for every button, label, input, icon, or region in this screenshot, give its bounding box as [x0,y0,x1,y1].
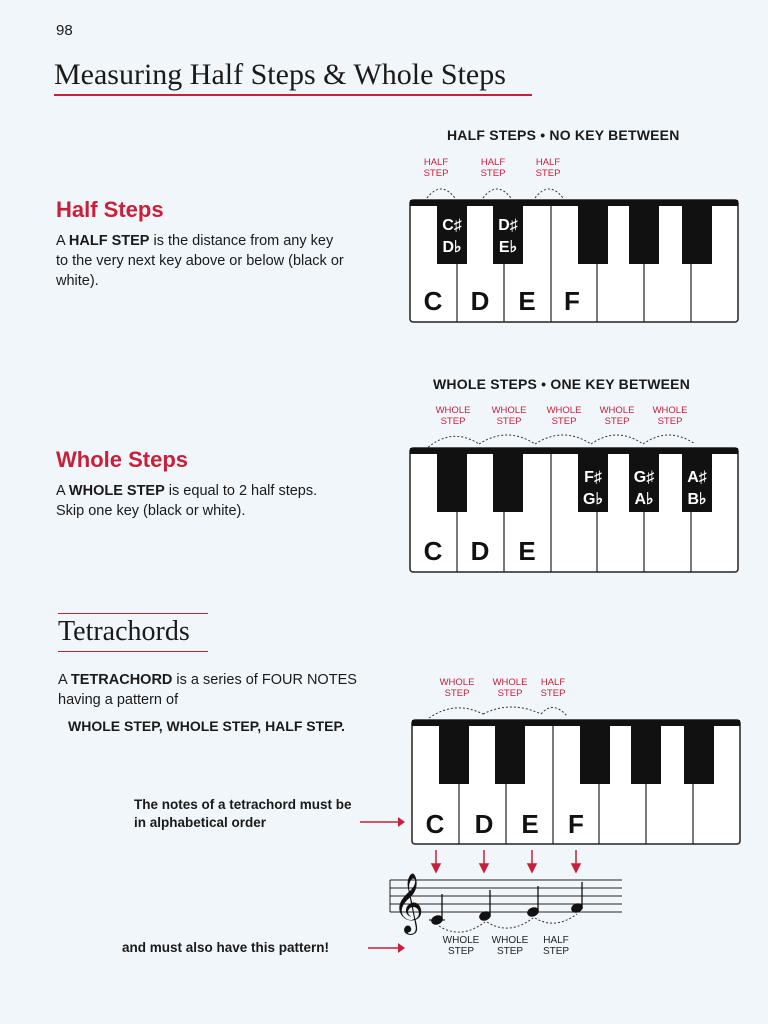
staff-arc-3 [535,914,577,923]
black-key-d-sharp [495,720,525,784]
half-steps-heading: Half Steps [56,197,164,222]
whole-step-arc-4 [591,435,643,444]
whole-step-arc-2 [479,435,535,444]
half-step-label-1: HALF STEP [423,157,449,179]
tetrachords-title: Tetrachords [58,616,190,647]
black-key-a-sharp [682,200,712,264]
white-key-letter: D [474,809,494,839]
whole-steps-caption: WHOLE STEPS • ONE KEY BETWEEN [433,376,691,392]
whole-step-label-2: WHOLE STEP [491,405,527,427]
black-key-label: C♯ [442,217,462,234]
half-steps-definition: A HALF STEP is the distance from any key to the very next key above or below (black or white). [56,233,344,289]
half-step-label-3: HALF STEP [535,157,561,179]
black-key-g-sharp [631,720,661,784]
tetrachord-definition: A TETRACHORD is a series of FOUR NOTES having a pattern of [58,672,357,708]
white-key-letter: D [470,286,490,316]
half-steps-keyboard [405,176,745,328]
black-key-c-sharp [439,720,469,784]
white-key-letter: E [521,809,539,839]
black-key-a-sharp [684,720,714,784]
black-key-label: D♯ [498,217,518,234]
whole-steps-keyboard [405,424,745,576]
black-key-label: F♯ [584,469,602,486]
whole-step-arc-3 [535,435,591,444]
white-key-letter: F [568,809,584,839]
half-step-arc-1 [427,189,455,198]
half-step-label-2: HALF STEP [480,157,506,179]
tetra-arc-2 [483,707,541,714]
white-key-letter: E [518,536,536,566]
black-key-g-sharp [629,200,659,264]
white-key-letter: C [423,286,443,316]
page-title: Measuring Half Steps & Whole Steps [54,58,506,91]
right-arrow-icon [366,940,406,956]
white-key-letter: C [425,809,445,839]
whole-step-label-4: WHOLE STEP [599,405,635,427]
treble-clef-icon: 𝄞 [393,874,424,932]
white-key-letter: C [423,536,443,566]
tetrachord-pattern: WHOLE STEP, WHOLE STEP, HALF STEP. [68,718,345,734]
black-key-label: B♭ [687,491,707,508]
tetra-top-label-1: WHOLE STEP [439,677,475,699]
half-step-arc-3 [535,189,563,198]
black-key-label: A♯ [687,469,707,486]
tetrachords-overline [58,613,208,614]
half-steps-caption: HALF STEPS • NO KEY BETWEEN [447,127,680,143]
tetrachords-underline [58,651,208,652]
whole-step-label-5: WHOLE STEP [652,405,688,427]
white-key-letter: D [470,536,490,566]
right-arrow-icon [358,814,406,830]
whole-steps-definition: A WHOLE STEP is equal to 2 half steps. Skip one key (black or white). [56,483,318,519]
white-key-letter: E [518,286,536,316]
whole-step-arc-5 [643,435,695,444]
page-number: 98 [56,22,73,39]
whole-steps-heading: Whole Steps [56,447,189,472]
tetra-arc-1 [429,708,483,718]
tetra-bottom-label-1: WHOLE STEP [442,935,480,957]
black-key-d-sharp [493,448,523,512]
staff-arc-2 [487,918,533,928]
black-key-label: G♯ [633,469,655,486]
tetra-arc-3 [541,707,567,716]
black-key-f-sharp [580,720,610,784]
white-key-letter: F [564,286,580,316]
black-key-label: A♭ [634,491,654,508]
black-key-label: D♭ [442,239,462,256]
tetra-bottom-label-3: HALF STEP [542,935,570,957]
whole-step-label-3: WHOLE STEP [546,405,582,427]
tetrachord-keyboard [407,696,747,848]
pattern-note: and must also have this pattern! [122,940,330,955]
black-key-c-sharp [437,448,467,512]
tetra-bottom-label-2: WHOLE STEP [491,935,529,957]
black-key-label: G♭ [583,491,603,508]
title-underline [54,94,532,96]
tetra-top-label-3: HALF STEP [540,677,566,699]
tetra-top-label-2: WHOLE STEP [492,677,528,699]
whole-step-label-1: WHOLE STEP [435,405,471,427]
alphabetical-order-note: The notes of a tetrachord must be in alphabetical order [134,797,352,830]
black-key-label: E♭ [498,239,518,256]
half-step-arc-2 [483,189,511,198]
black-key-f-sharp [578,200,608,264]
staff-arc-1 [439,922,485,932]
